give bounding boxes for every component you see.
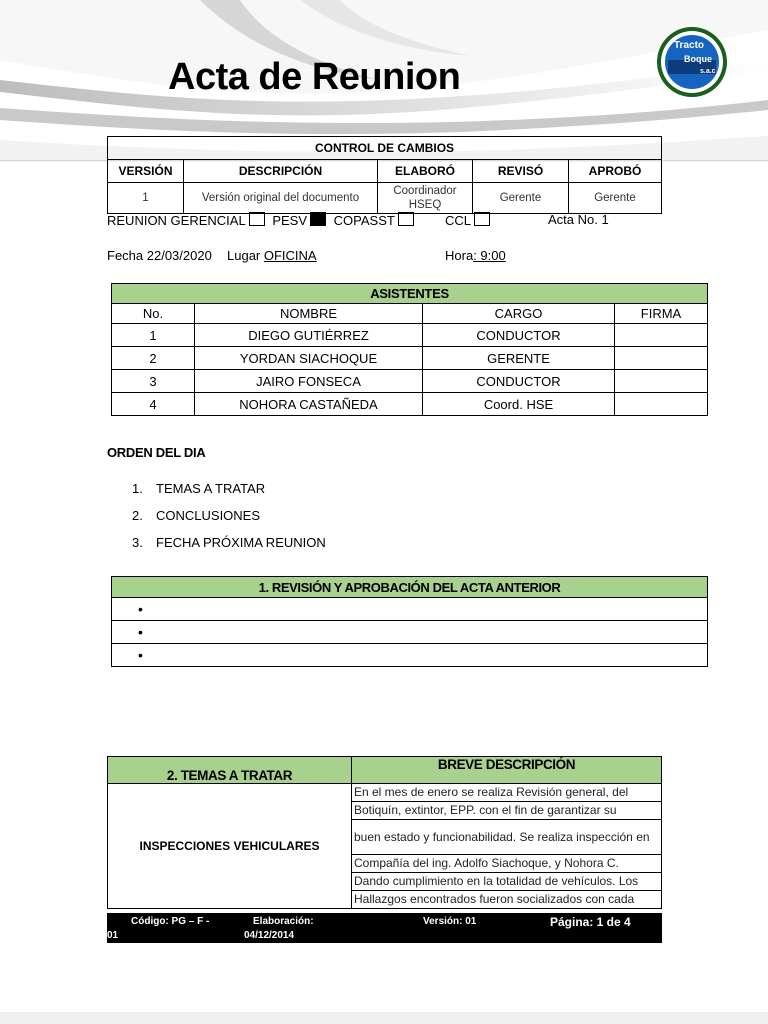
lugar-value: OFICINA: [263, 248, 317, 263]
meeting-type-row: [107, 212, 418, 228]
temas-desc-line: buen estado y funcionabilidad. Se realiza inspección en: [352, 820, 662, 855]
cc-col-version: VERSIÓN: [108, 160, 184, 183]
cc-col-aprobo: APROBÓ: [569, 160, 662, 183]
footer-codigo: Código: PG – F -: [131, 916, 210, 927]
hora-value: : 9:00: [473, 248, 506, 263]
temas-topic: INSPECCIONES VEHICULARES: [108, 784, 352, 909]
ast-no: 1: [112, 324, 195, 347]
ast-nombre: YORDAN SIACHOQUE: [195, 347, 423, 370]
pesv-checkbox[interactable]: [310, 212, 326, 226]
ast-firma[interactable]: [615, 370, 708, 393]
acta-number: Acta No. 1: [548, 212, 609, 227]
copasst-checkbox[interactable]: [398, 212, 414, 226]
table-row: [112, 347, 708, 370]
cc-col-reviso: REVISÓ: [473, 160, 569, 183]
copasst-label: COPASST: [333, 213, 395, 228]
ast-no: 3: [112, 370, 195, 393]
list-item-number: 1.: [132, 481, 143, 496]
hora-label: Hora: [445, 248, 474, 263]
temas-desc-line: Hallazgos encontrados fueron socializados con cada: [352, 891, 662, 909]
list-item: [132, 480, 326, 507]
ccl-checkbox[interactable]: [474, 212, 490, 226]
reunion-gerencial-checkbox[interactable]: [249, 212, 265, 226]
ast-firma[interactable]: [615, 324, 708, 347]
orden-del-dia-list: [132, 480, 326, 561]
list-item: [132, 534, 326, 561]
ast-nombre: DIEGO GUTIÉRREZ: [195, 324, 423, 347]
ccl-group: [445, 212, 494, 228]
ast-col-firma: FIRMA: [615, 304, 708, 324]
ast-cargo: Coord. HSE: [423, 393, 615, 416]
list-item: [132, 507, 326, 534]
table-row: [112, 393, 708, 416]
cc-col-elaboro: ELABORÓ: [378, 160, 473, 183]
revision-acta-anterior-table: [111, 576, 708, 667]
footer-pagina: Página: 1 de 4: [550, 915, 631, 929]
logo-text-3: s.a.c: [700, 68, 716, 75]
temas-desc-line: En el mes de enero se realiza Revisión general, del: [352, 784, 662, 802]
company-logo: [654, 26, 730, 98]
cc-cell-aprobo: Gerente: [569, 183, 662, 214]
temas-col-descripcion: BREVE DESCRIPCIÓN: [352, 757, 662, 784]
ast-col-cargo: CARGO: [423, 304, 615, 324]
revision-title: 1. REVISIÓN Y APROBACIÓN DEL ACTA ANTERIOR: [112, 577, 708, 598]
temas-desc-line: Compañía del ing. Adolfo Siachoque, y Nohora C.: [352, 855, 662, 873]
cc-cell-elaboro: Coordinador HSEQ: [378, 183, 473, 214]
list-item-number: 2.: [132, 508, 143, 523]
temas-col-temas: 2. TEMAS A TRATAR: [108, 757, 352, 784]
logo-text-1: Tracto: [674, 40, 705, 51]
revision-bullet-row[interactable]: •: [112, 644, 708, 667]
table-row: [112, 370, 708, 393]
cc-cell-version: 1: [108, 183, 184, 214]
cc-col-descripcion: DESCRIPCIÓN: [184, 160, 378, 183]
control-de-cambios-table: [107, 136, 662, 214]
revision-bullet-row[interactable]: •: [112, 598, 708, 621]
document-footer: [107, 913, 662, 943]
orden-del-dia-heading: ORDEN DEL DIA: [107, 445, 206, 460]
ast-firma[interactable]: [615, 347, 708, 370]
cc-cell-descripcion: Versión original del documento: [184, 183, 378, 214]
ccl-label: CCL: [445, 213, 472, 228]
footer-elaboracion-date: 04/12/2014: [244, 930, 295, 941]
page-bottom-edge: [0, 1012, 768, 1024]
pesv-label: PESV: [272, 213, 308, 228]
cc-cell-reviso: Gerente: [473, 183, 569, 214]
revision-bullet-row[interactable]: •: [112, 621, 708, 644]
ast-no: 2: [112, 347, 195, 370]
list-item-text: CONCLUSIONES: [156, 508, 261, 523]
ast-nombre: NOHORA CASTAÑEDA: [195, 393, 423, 416]
fecha-text: Fecha 22/03/2020: [107, 248, 212, 263]
ast-cargo: CONDUCTOR: [423, 324, 615, 347]
lugar-label: Lugar: [227, 248, 261, 263]
footer-version: Versión: 01: [423, 916, 477, 927]
page-title: Acta de Reunion: [168, 56, 461, 98]
ast-nombre: JAIRO FONSECA: [195, 370, 423, 393]
list-item-number: 3.: [132, 535, 143, 550]
footer-codigo-2: 01: [107, 930, 119, 941]
ast-cargo: GERENTE: [423, 347, 615, 370]
lugar-group: [227, 248, 317, 263]
reunion-gerencial-label: REUNION GERENCIAL: [107, 213, 246, 228]
control-cambios-title: CONTROL DE CAMBIOS: [108, 137, 662, 160]
hora-group: [445, 248, 506, 263]
asistentes-table: [111, 283, 708, 416]
ast-col-no: No.: [112, 304, 195, 324]
table-row: [108, 784, 662, 802]
ast-col-nombre: NOMBRE: [195, 304, 423, 324]
footer-elaboracion: Elaboración:: [253, 916, 314, 927]
temas-desc-line: Dando cumplimiento en la totalidad de vehículos. Los: [352, 873, 662, 891]
ast-firma[interactable]: [615, 393, 708, 416]
temas-a-tratar-table: [107, 756, 662, 909]
logo-text-2: Boque: [684, 54, 712, 64]
temas-desc-line: Botiquín, extintor, EPP. con el fin de garantizar su: [352, 802, 662, 820]
ast-cargo: CONDUCTOR: [423, 370, 615, 393]
list-item-text: FECHA PRÓXIMA REUNION: [156, 535, 326, 550]
list-item-text: TEMAS A TRATAR: [156, 481, 266, 496]
table-row: [112, 324, 708, 347]
ast-no: 4: [112, 393, 195, 416]
asistentes-title: ASISTENTES: [112, 284, 708, 304]
